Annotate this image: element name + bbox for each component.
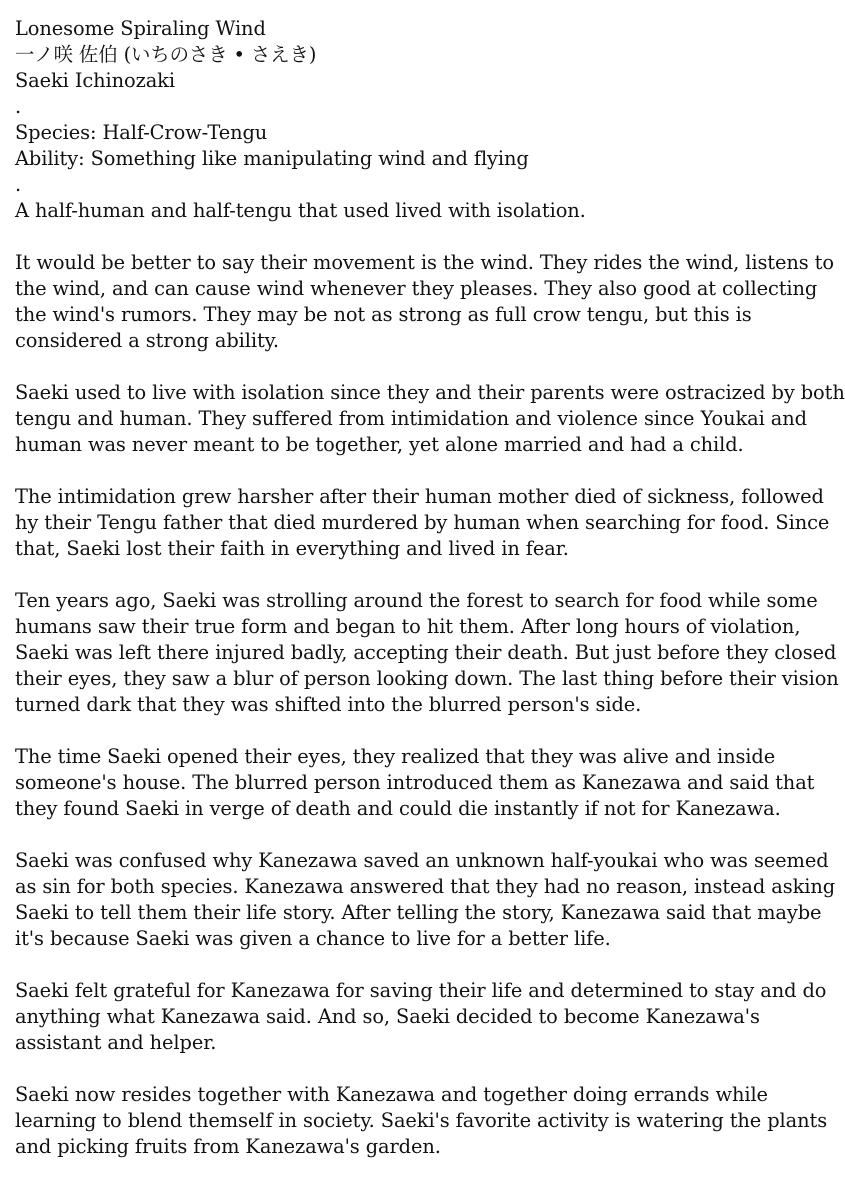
romaji-name: Saeki Ichinozaki — [15, 69, 175, 92]
paragraph-spacer — [15, 1056, 833, 1082]
paragraph-line: Saeki to tell them their life story. After telling the story, Kanezawa said that maybe — [15, 901, 822, 924]
paragraph-spacer — [15, 224, 833, 250]
species-line: Species: Half-Crow-Tengu — [15, 121, 268, 144]
paragraph — [15, 744, 833, 822]
paragraph-line: their eyes, they saw a blur of person looking down. The last thing before their vision — [15, 667, 839, 690]
paragraph-line: they found Saeki in verge of death and could die instantly if not for Kanezawa. — [15, 797, 781, 820]
paragraph-spacer — [15, 822, 833, 848]
paragraph-line: Ten years ago, Saeki was strolling around the forest to search for food while some — [15, 589, 818, 612]
paragraph-line: hy their Tengu father that died murdered by human when searching for food. Since — [15, 511, 830, 534]
paragraph-spacer — [15, 718, 833, 744]
paragraph — [15, 198, 833, 224]
paragraph-line: turned dark that they was shifted into the blurred person's side. — [15, 693, 642, 716]
paragraph-spacer — [15, 354, 833, 380]
paragraph-line: It would be better to say their movement is the wind. They rides the wind, listens to — [15, 251, 834, 274]
paragraphs-container — [15, 198, 845, 1160]
paragraph-line: that, Saeki lost their faith in everything and lived in fear. — [15, 537, 569, 560]
paragraph-line: Saeki felt grateful for Kanezawa for saving their life and determined to stay and do — [15, 979, 827, 1002]
paragraph-line: someone's house. The blurred person introduced them as Kanezawa and said that — [15, 771, 815, 794]
ability-line: Ability: Something like manipulating wind and flying — [15, 147, 529, 170]
paragraph-line: as sin for both species. Kanezawa answered that they had no reason, instead asking — [15, 875, 836, 898]
paragraph — [15, 978, 833, 1056]
paragraph-line: humans saw their true form and began to hit them. After long hours of violation, — [15, 615, 801, 638]
paragraph-line: Saeki was confused why Kanezawa saved an unknown half-youkai who was seemed — [15, 849, 829, 872]
paragraph-line: and picking fruits from Kanezawa's garden. — [15, 1135, 441, 1158]
paragraph-spacer — [15, 952, 833, 978]
paragraph-line: the wind, and can cause wind whenever they pleases. They also good at collecting — [15, 277, 818, 300]
paragraph-line: tengu and human. They suffered from intimidation and violence since Youkai and — [15, 407, 807, 430]
paragraph-line: the wind's rumors. They may be not as strong as full crow tengu, but this is — [15, 303, 752, 326]
paragraph-line: Saeki now resides together with Kanezawa and together doing errands while — [15, 1083, 768, 1106]
paragraph-line: Saeki used to live with isolation since they and their parents were ostracized by both — [15, 381, 845, 404]
paragraph-line: The intimidation grew harsher after their human mother died of sickness, followed — [15, 485, 824, 508]
separator-dot: . — [15, 173, 22, 196]
japanese-name: 一ノ咲 佐伯 (いちのさき • さえき) — [15, 43, 317, 66]
paragraph-line: learning to blend themself in society. Saeki's favorite activity is watering the plants — [15, 1109, 828, 1132]
paragraph — [15, 588, 839, 718]
separator-dot: . — [15, 95, 22, 118]
paragraph-line: anything what Kanezawa said. And so, Saeki decided to become Kanezawa's — [15, 1005, 760, 1028]
paragraph-line: A half-human and half-tengu that used lived with isolation. — [15, 199, 586, 222]
paragraph — [15, 1082, 833, 1160]
paragraph-line: human was never meant to be together, yet alone married and had a child. — [15, 433, 744, 456]
document-title: Lonesome Spiraling Wind — [15, 17, 266, 40]
paragraph-line: considered a strong ability. — [15, 329, 279, 352]
document-body — [15, 16, 845, 1160]
paragraph-spacer — [15, 458, 833, 484]
paragraph — [15, 484, 833, 562]
paragraph — [15, 250, 833, 354]
paragraph-spacer — [15, 562, 833, 588]
paragraph — [15, 848, 836, 952]
paragraph — [15, 380, 845, 458]
paragraph-line: Saeki was left there injured badly, accepting their death. But just before they closed — [15, 641, 837, 664]
paragraph-line: The time Saeki opened their eyes, they realized that they was alive and inside — [15, 745, 776, 768]
paragraph-line: it's because Saeki was given a chance to live for a better life. — [15, 927, 611, 950]
paragraph-line: assistant and helper. — [15, 1031, 217, 1054]
